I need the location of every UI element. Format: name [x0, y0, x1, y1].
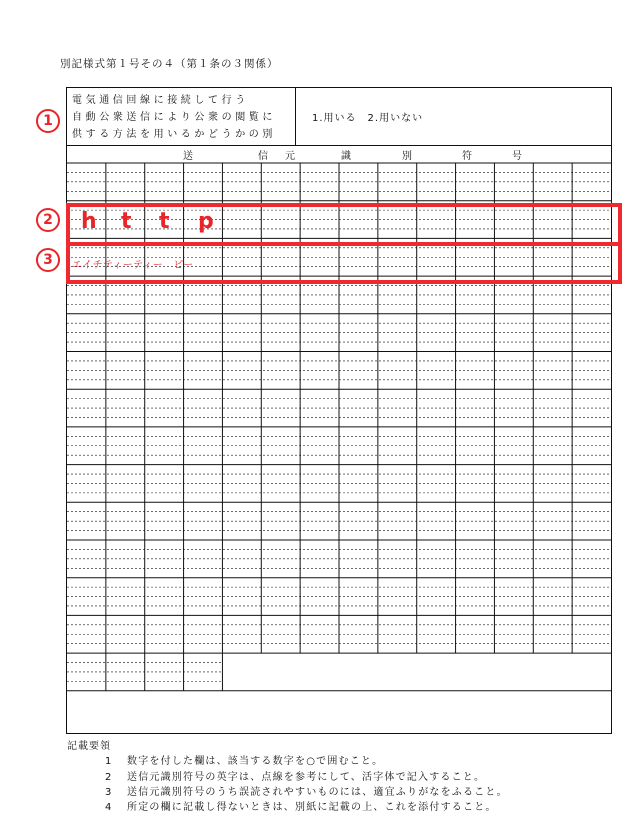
- note-item: [105, 768, 485, 783]
- header-char: 送: [183, 151, 193, 162]
- note-item: [105, 783, 508, 798]
- header-char: 信: [258, 151, 268, 162]
- callout-3: 3: [36, 248, 60, 272]
- header-char: 別: [402, 151, 412, 162]
- http-letter: t: [159, 209, 170, 234]
- question-line: 自動公衆送信により公衆の閲覧に: [72, 112, 276, 123]
- kana-reading: エイチティーティー ピー: [72, 260, 194, 271]
- notes-heading: 記載要領: [67, 741, 111, 752]
- header-char: 符: [462, 151, 472, 162]
- callout-1: 1: [36, 109, 60, 133]
- question-line: 供する方法を用いるかどうかの別: [72, 129, 276, 140]
- highlight-box-http: [66, 203, 622, 246]
- note-text: 数字を付した欄は、該当する数字を○で囲むこと。: [127, 756, 384, 767]
- note-item: [105, 752, 383, 767]
- note-number: 1: [105, 756, 113, 767]
- http-letter: t: [121, 209, 132, 234]
- callout-2: 2: [36, 208, 60, 232]
- note-number: 2: [105, 772, 113, 783]
- note-text: 所定の欄に記載し得ないときは、別紙に記載の上、これを添付すること。: [127, 802, 497, 813]
- note-number: 3: [105, 787, 113, 798]
- note-number: 4: [105, 802, 113, 813]
- header-char: 元: [285, 151, 295, 162]
- question-line: 電気通信回線に接続して行う: [72, 95, 249, 106]
- note-item: [105, 798, 497, 813]
- form-title: 別記様式第１号その４（第１条の３関係）: [60, 58, 279, 70]
- note-text: 送信元識別符号のうち誤読されやすいものには、適宜ふりがなをふること。: [127, 787, 508, 798]
- header-char: 識: [341, 151, 351, 162]
- option-choices: 1.用いる 2.用いない: [312, 113, 424, 124]
- note-text: 送信元識別符号の英字は、点線を参考にして、活字体で記入すること。: [127, 772, 486, 783]
- header-char: 号: [512, 151, 522, 162]
- http-letter: h: [81, 209, 97, 234]
- http-letter: p: [198, 209, 214, 234]
